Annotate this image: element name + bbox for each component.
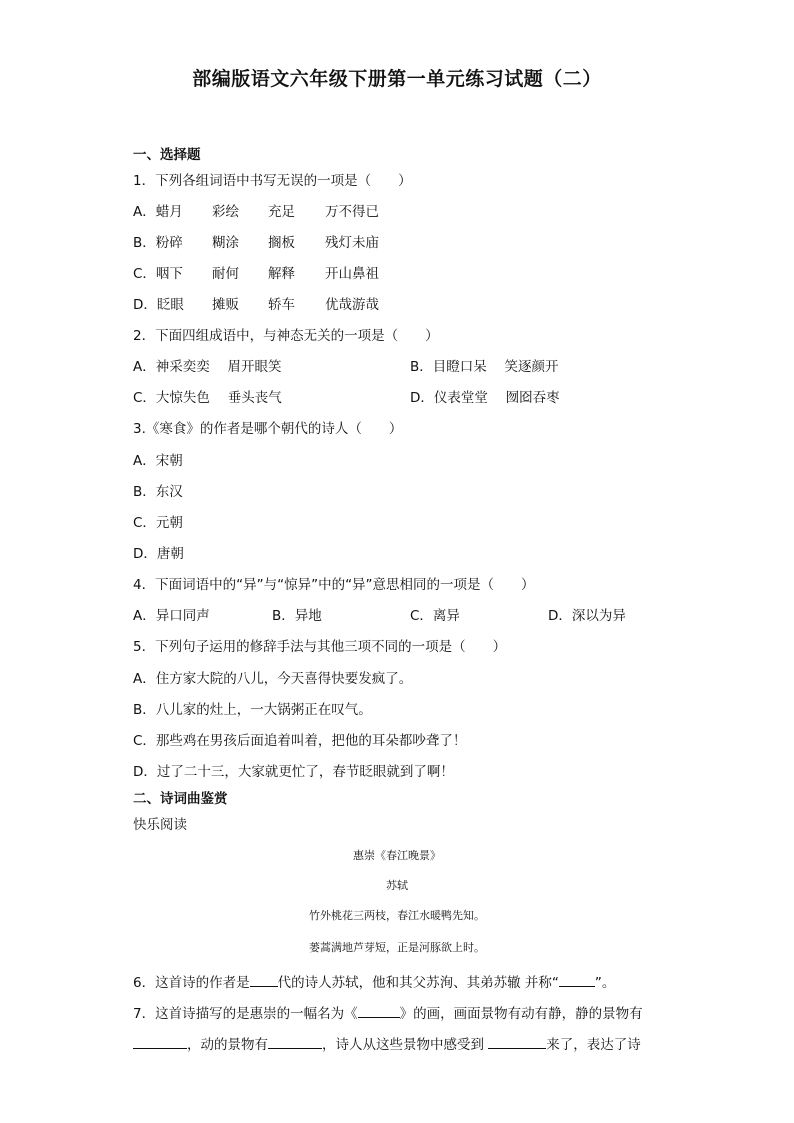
answer-blank-moving-scenery[interactable] <box>268 1034 322 1049</box>
question-2-options-row1 <box>133 358 559 376</box>
question-4-options <box>133 607 626 625</box>
question-6: 6．这首诗的作者是 代的诗人苏轼，他和其父苏洵、其弟苏辙 并称“ ”。 <box>133 972 615 992</box>
section-heading-poetry: 二、诗词曲鉴赏 <box>133 791 228 807</box>
question-2-option-d[interactable]: D．仪表堂堂 囫囵吞枣 <box>410 390 560 406</box>
question-2-stem: 2．下面四组成语中，与神态无关的一项是（ ） <box>133 328 439 344</box>
question-2-options-row2 <box>133 389 560 407</box>
question-5-option-c[interactable]: C．那些鸡在男孩后面追着叫着，把他的耳朵都吵聋了！ <box>133 733 467 749</box>
question-1-option-a[interactable]: A．蜡月 彩绘 充足 万不得已 <box>133 204 379 220</box>
question-3-option-b[interactable]: B．东汉 <box>133 484 183 500</box>
question-4-option-b[interactable]: B．异地 <box>272 608 322 624</box>
answer-blank-static-scenery[interactable] <box>133 1034 187 1049</box>
question-5-option-d[interactable]: D．过了二十三，大家就更忙了，春节眨眼就到了啊！ <box>133 764 454 780</box>
question-1-option-d[interactable]: D．眨眼 摊贩 轿车 优哉游哉 <box>133 297 379 313</box>
question-1-option-b[interactable]: B．粉碎 糊涂 搁板 残灯未庙 <box>133 235 379 251</box>
answer-blank-dynasty[interactable] <box>250 972 278 987</box>
question-3-option-c[interactable]: C．元朝 <box>133 515 183 531</box>
reading-label: 快乐阅读 <box>133 817 187 833</box>
question-7-line-1: 7．这首诗描写的是惠崇的一幅名为《 》的画，画面景物有动有静，静的景物有 <box>133 1003 643 1023</box>
question-4-option-d[interactable]: D．深以为异 <box>548 608 626 624</box>
poem-title: 惠崇《春江晚景》 <box>353 849 441 862</box>
section-heading-choice: 一、选择题 <box>133 147 201 163</box>
question-1-stem: 1．下列各组词语中书写无误的一项是（ ） <box>133 173 412 189</box>
answer-blank-season[interactable] <box>488 1034 546 1049</box>
question-3-option-a[interactable]: A．宋朝 <box>133 453 183 469</box>
poem-author: 苏轼 <box>386 879 408 892</box>
poem-line-2: 蒌蒿满地芦芽短，正是河豚欲上时。 <box>309 941 485 954</box>
page-title: 部编版语文六年级下册第一单元练习试题（二） <box>192 68 602 90</box>
question-5-option-a[interactable]: A．住方家大院的八儿，今天喜得快要发疯了。 <box>133 671 413 687</box>
question-2-option-c[interactable]: C．大惊失色 垂头丧气 <box>133 390 282 406</box>
answer-blank-title[interactable] <box>559 972 595 987</box>
question-7-line-2: ，动的景物有 ，诗人从这些景物中感受到 来了，表达了诗 <box>133 1034 641 1054</box>
question-4-option-c[interactable]: C．离异 <box>410 608 460 624</box>
question-5-option-b[interactable]: B．八儿家的灶上，一大锅粥正在叹气。 <box>133 702 372 718</box>
question-2-option-b[interactable]: B．目瞪口呆 笑逐颜开 <box>410 359 559 375</box>
answer-blank-painting-name[interactable] <box>358 1003 400 1018</box>
question-3-option-d[interactable]: D．唐朝 <box>133 546 184 562</box>
question-2-option-a[interactable]: A．神采奕奕 眉开眼笑 <box>133 359 282 375</box>
question-1-option-c[interactable]: C．咽下 耐何 解释 开山鼻祖 <box>133 266 379 282</box>
question-3-stem: 3.《寒食》的作者是哪个朝代的诗人（ ） <box>133 421 403 437</box>
question-4-option-a[interactable]: A．异口同声 <box>133 608 210 624</box>
question-4-stem: 4．下面词语中的“异”与“惊异”中的“异”意思相同的一项是（ ） <box>133 577 535 593</box>
question-5-stem: 5．下列句子运用的修辞手法与其他三项不同的一项是（ ） <box>133 639 507 655</box>
poem-line-1: 竹外桃花三两枝，春江水暖鸭先知。 <box>309 909 485 922</box>
